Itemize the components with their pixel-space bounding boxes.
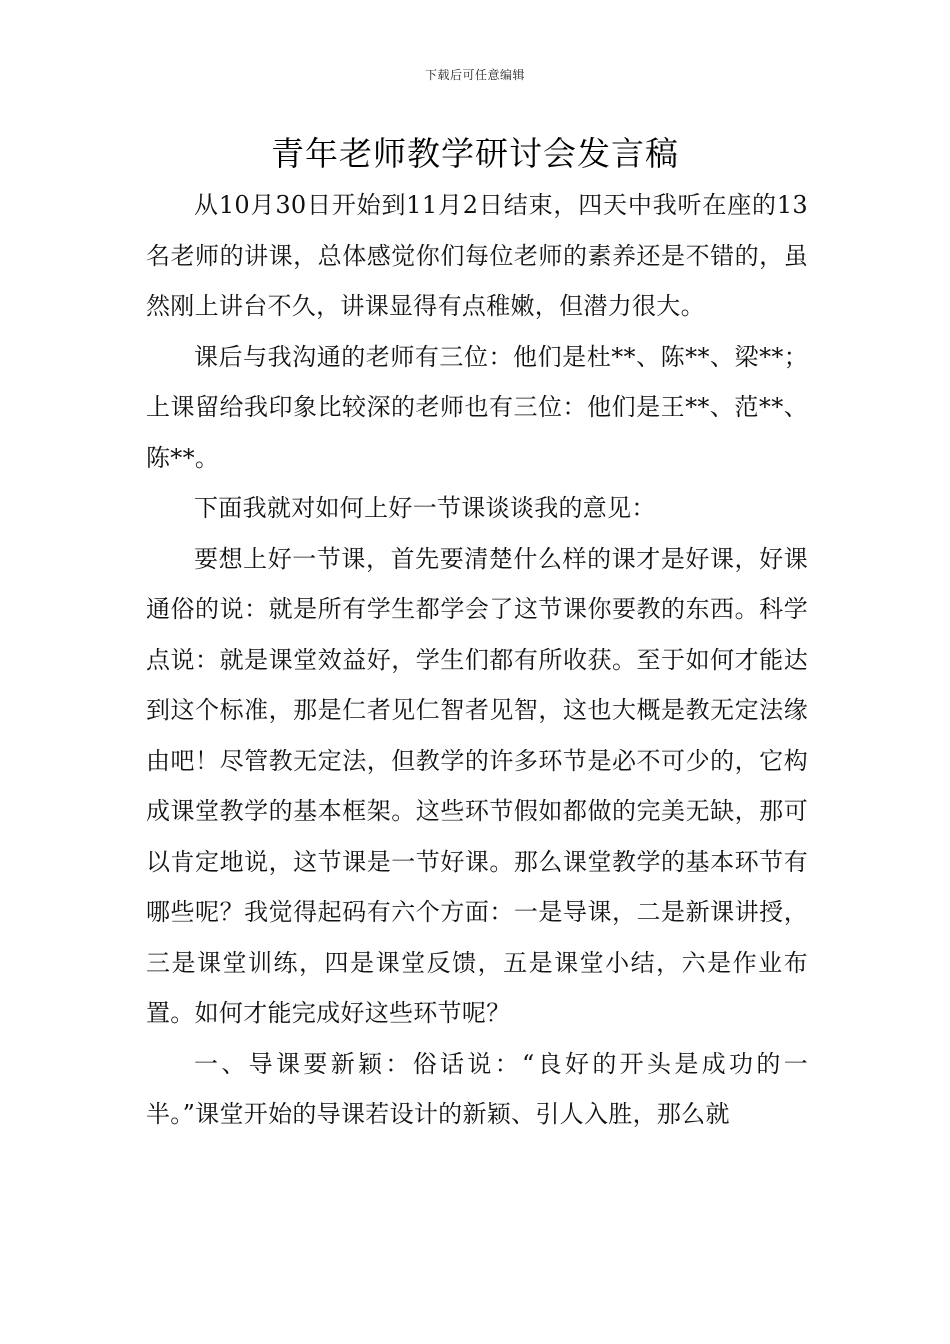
paragraph-good-lesson: 要想上好一节课，首先要清楚什么样的课才是好课，好课通俗的说：就是所有学生都学会了这节课你要教的东西。科学点说：就是课堂效益好，学生们都有所收获。至于如何才能达到这个标准，那是仁者见仁智者见智，这也大概是教无定法缘由吧！尽管教无定法，但教学的许多环节是必不可少的，它构成课堂教学的基本框架。这些环节假如都做的完美无缺，那可以肯定地说，这节课是一节好课。那么课堂教学的基本环节有哪些呢？我觉得起码有六个方面：一是导课，二是新课讲授，三是课堂训练，四是课堂反馈，五是课堂小结，六是作业布置。如何才能完成好这些环节呢？ xyxy=(146,544,808,1027)
document-title: 青年老师教学研讨会发言稿 xyxy=(271,134,679,173)
paragraph-intro: 从10月30日开始到11月2日结束，四天中我听在座的13名老师的讲课，总体感觉你们每位老师的素养还是不错的，虽然刚上讲台不久，讲课显得有点稚嫩，但潜力很大。 xyxy=(146,191,808,320)
document-body xyxy=(146,180,808,1140)
paragraph-section-one: 一、导课要新颖：俗话说：“良好的开头是成功的一半。”课堂开始的导课若设计的新颖、引人入胜，那么就 xyxy=(146,1049,808,1128)
paragraph-opinion-lead: 下面我就对如何上好一节课谈谈我的意见： xyxy=(194,494,656,522)
header-note: 下载后可任意编辑 xyxy=(424,68,525,82)
paragraph-teachers: 课后与我沟通的老师有三位：他们是杜**、陈**、梁**；上课留给我印象比较深的老师也有三位：他们是王**、范**、陈**。 xyxy=(146,342,808,472)
